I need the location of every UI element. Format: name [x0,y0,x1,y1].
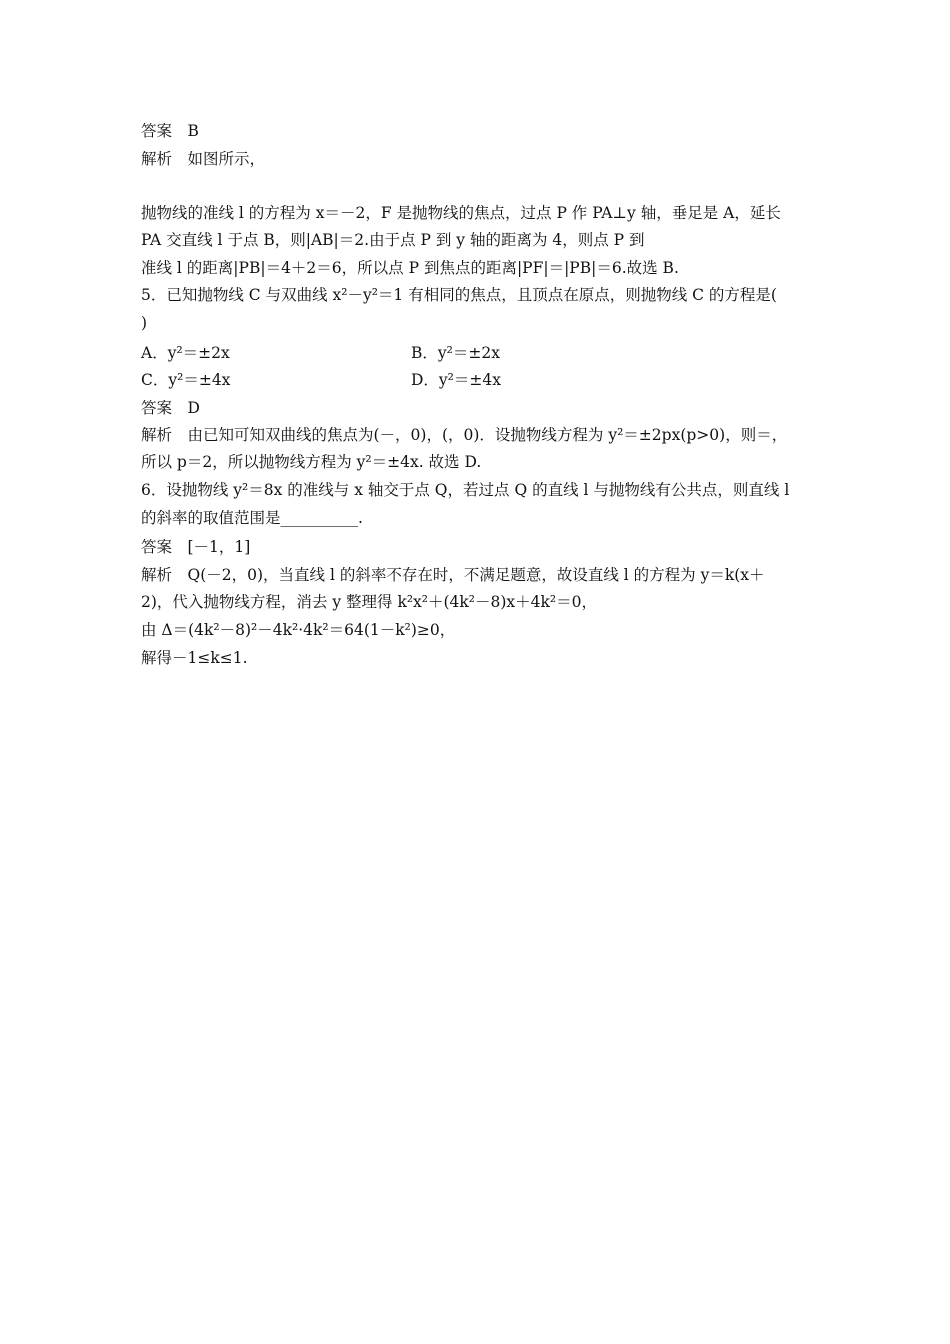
q5-option-b: B．y²＝±2x [411,344,500,362]
q6-answer: 答案 [－1，1] [141,538,251,556]
q5-option-d: D．y²＝±4x [411,371,501,389]
q6-analysis-3: 由 Δ＝(4k²－8)²－4k²·4k²＝64(1－k²)≥0， [141,621,456,639]
q5-option-a: A．y²＝±2x [141,344,230,362]
q5-stem-1: 5．已知抛物线 C 与双曲线 x²－y²＝1 有相同的焦点，且顶点在原点，则抛物线 C 的方程是( [141,286,777,304]
q6-analysis-1: 解析 Q(－2，0)，当直线 l 的斜率不存在时，不满足题意，故设直线 l 的方程为 y＝k(x＋ [141,566,765,584]
q4-analysis-text-2: PA 交直线 l 于点 B，则|AB|＝2.由于点 P 到 y 轴的距离为 4，则点 P 到 [141,231,645,249]
q5-option-c: C．y²＝±4x [141,371,231,389]
q5-analysis-2: 所以 p＝2，所以抛物线方程为 y²＝±4x. 故选 D. [141,453,482,471]
q5-analysis-1: 解析 由已知可知双曲线的焦点为(－，0)，(，0)．设抛物线方程为 y²＝±2px(p>0)，则＝， [141,426,788,444]
q6-analysis-4: 解得－1≤k≤1. [141,649,248,667]
q6-stem-2: 的斜率的取值范围是__________. [141,509,363,527]
q6-analysis-2: 2)，代入抛物线方程，消去 y 整理得 k²x²＋(4k²－8)x＋4k²＝0， [141,593,598,611]
q5-stem-2: ) [141,314,148,332]
q6-stem-1: 6．设抛物线 y²＝8x 的准线与 x 轴交于点 Q，若过点 Q 的直线 l 与抛物线有公共点，则直线 l [141,481,790,499]
q5-answer: 答案 D [141,399,200,417]
q4-analysis-text-3: 准线 l 的距离|PB|＝4＋2＝6，所以点 P 到焦点的距离|PF|＝|PB|＝6.故选 B. [141,259,679,277]
q4-analysis-intro: 解析 如图所示， [141,150,266,168]
q4-analysis-text-1: 抛物线的准线 l 的方程为 x＝－2，F 是抛物线的焦点，过点 P 作 PA⊥y 轴，垂足是 A，延长 [141,204,781,222]
q4-answer: 答案 B [141,122,199,140]
